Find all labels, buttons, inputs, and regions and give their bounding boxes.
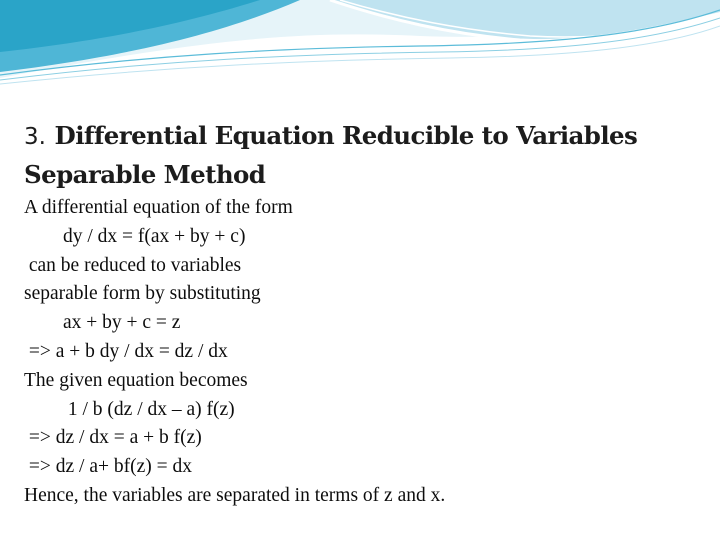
- body-line: dy / dx = f(ax + by + c): [24, 225, 246, 247]
- body-line: separable form by substituting: [24, 283, 261, 305]
- title-line-1: Differential Equation Reducible to Variables: [54, 121, 638, 150]
- body-line: can be reduced to variables: [24, 254, 242, 276]
- decorative-wave-header: [0, 0, 720, 92]
- body-line: 1 / b (dz / dx – a) f(z): [24, 398, 235, 420]
- body-line: The given equation becomes: [24, 369, 248, 391]
- slide-title-line-2: [24, 156, 714, 194]
- body-line: => dz / dx = a + b f(z): [24, 427, 202, 449]
- title-line-2: Separable Method: [24, 160, 266, 189]
- body-line: ax + by + c = z: [24, 312, 181, 334]
- slide-body: [24, 194, 714, 511]
- body-line: => a + b dy / dx = dz / dx: [24, 340, 228, 362]
- body-line: => dz / a+ bf(z) = dx: [24, 456, 192, 478]
- body-line: A differential equation of the form: [24, 197, 293, 218]
- slide-title-line-1: [24, 117, 714, 156]
- slide-title: [24, 117, 714, 194]
- title-number: 3.: [24, 124, 46, 150]
- body-line: Hence, the variables are separated in terms of z and x.: [24, 484, 446, 506]
